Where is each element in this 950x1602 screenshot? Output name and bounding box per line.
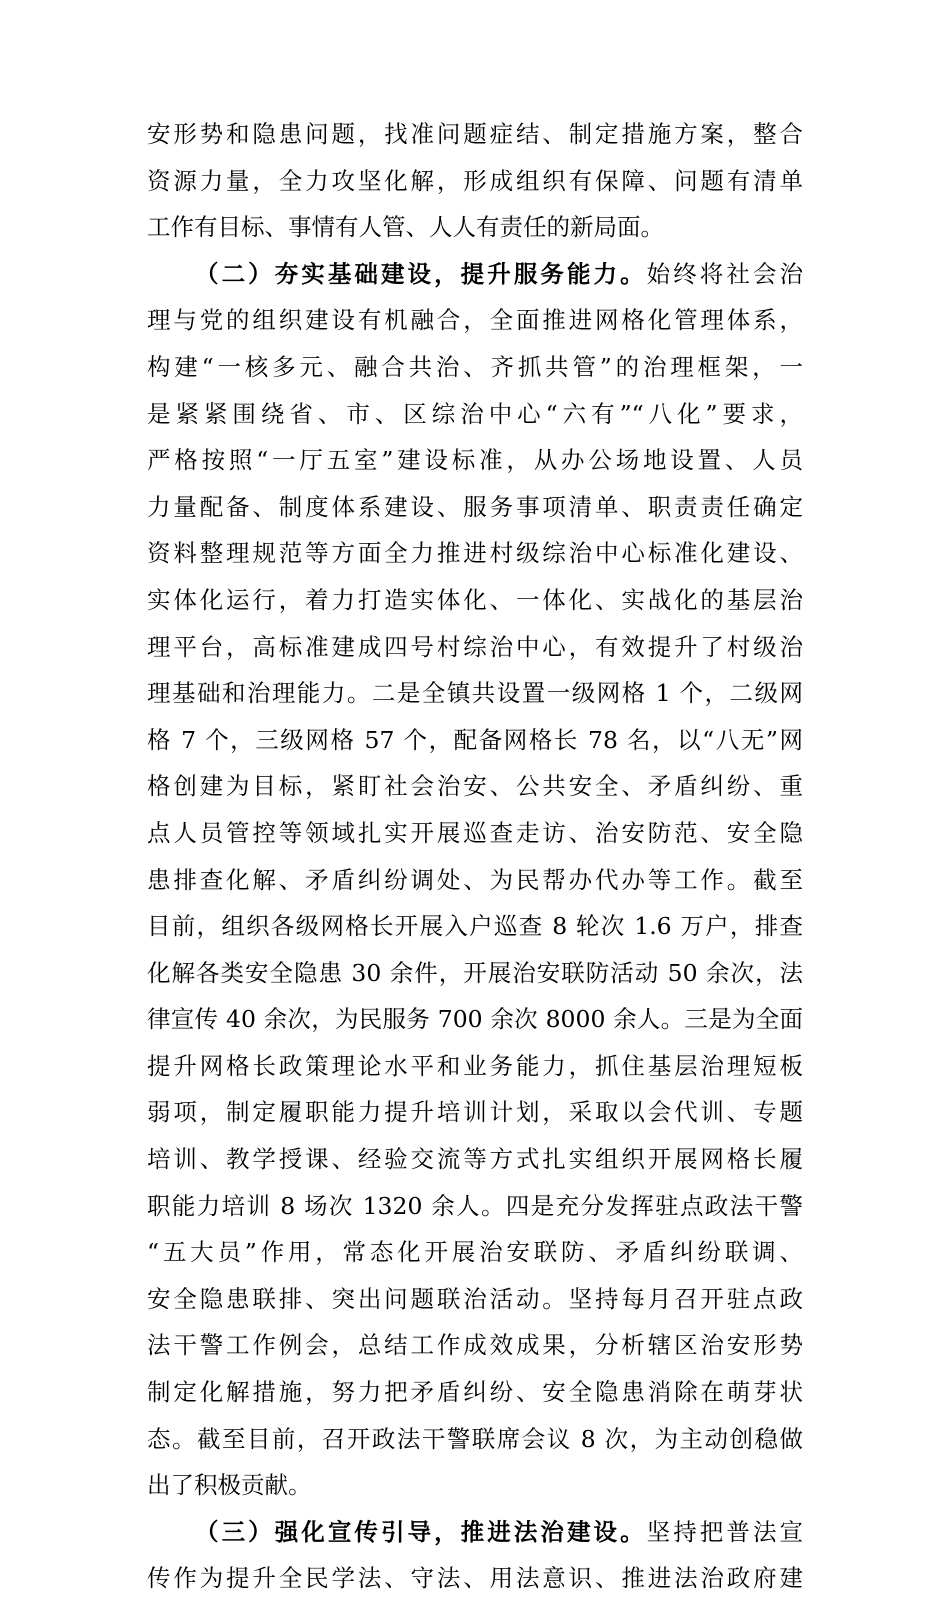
line-text: 力量配备、制度体系建设、服务事项清单、职责责任确定 — [147, 492, 803, 521]
text-line — [147, 763, 803, 810]
line-text: 法干警工作例会，总结工作成效成果，分析辖区治安形势 — [147, 1331, 803, 1360]
line-text: 安形势和隐患问题，找准问题症结、制定措施方案，整合 — [147, 120, 803, 148]
text-line — [147, 717, 803, 764]
text-line — [147, 204, 803, 251]
text-line — [147, 1276, 803, 1323]
line-text: 坚持把普法宣 — [646, 1517, 804, 1546]
line-text: 传作为提升全民学法、守法、用法意识、推进法治政府建 — [147, 1564, 803, 1593]
line-text: 培训、教学授课、经验交流等方式扎实组织开展网格长履 — [147, 1145, 803, 1174]
text-line — [147, 437, 803, 484]
line-text: 目前，组织各级网格长开展入户巡查 8 轮次 1.6 万户，排查 — [147, 912, 803, 941]
text-line — [147, 111, 803, 158]
line-text: 患排查化解、矛盾纠纷调处、为民帮办代办等工作。截至 — [147, 865, 803, 894]
text-line — [147, 857, 803, 904]
line-text: 安全隐患联排、突出问题联治活动。坚持每月召开驻点政 — [147, 1284, 803, 1313]
line-text: 出了积极贡献。 — [147, 1471, 312, 1500]
line-text: “五大员”作用，常态化开展治安联防、矛盾纠纷联调、 — [147, 1238, 803, 1267]
text-line — [147, 1229, 803, 1276]
line-text: 化解各类安全隐患 30 余件，开展治安联防活动 50 余次，法 — [147, 958, 803, 987]
text-line — [147, 391, 803, 438]
line-text: 格创建为目标，紧盯社会治安、公共安全、矛盾纠纷、重 — [147, 772, 803, 801]
text-line — [147, 158, 803, 205]
line-text: 点人员管控等领域扎实开展巡查走访、治安防范、安全隐 — [147, 818, 803, 847]
document-body — [147, 111, 803, 1602]
line-text: 格 7 个，三级网格 57 个，配备网格长 78 名，以“八无”网 — [147, 725, 803, 754]
line-text: 态。截至目前，召开政法干警联席会议 8 次，为主动创稳做 — [147, 1424, 803, 1453]
paragraph-heading-line — [147, 1509, 803, 1556]
line-text: 严格按照“一厅五室”建设标准，从办公场地设置、人员 — [147, 446, 803, 475]
line-text: 弱项，制定履职能力提升培训计划，采取以会代训、专题 — [147, 1098, 803, 1127]
text-line — [147, 1369, 803, 1416]
text-line — [147, 1183, 803, 1230]
text-line — [147, 996, 803, 1043]
paragraph-heading-line — [147, 251, 803, 298]
text-line — [147, 903, 803, 950]
line-text: 资料整理规范等方面全力推进村级综治中心标准化建设、 — [147, 539, 803, 568]
text-line — [147, 1136, 803, 1183]
text-line — [147, 297, 803, 344]
text-line — [147, 1555, 803, 1602]
text-line — [147, 950, 803, 997]
text-line — [147, 670, 803, 717]
line-text: 是紧紧围绕省、市、区综治中心“六有”“八化”要求， — [147, 399, 803, 428]
text-line — [147, 1089, 803, 1136]
text-line — [147, 810, 803, 857]
section-heading: （三）强化宣传引导，推进法治建设。 — [195, 1517, 647, 1546]
section-heading: （二）夯实基础建设，提升服务能力。 — [195, 259, 647, 288]
text-line — [147, 1322, 803, 1369]
text-line — [147, 1462, 803, 1509]
line-text: 职能力培训 8 场次 1320 余人。四是充分发挥驻点政法干警 — [147, 1191, 803, 1220]
text-line — [147, 344, 803, 391]
line-text: 律宣传 40 余次，为民服务 700 余次 8000 余人。三是为全面 — [147, 1005, 803, 1034]
text-line — [147, 530, 803, 577]
line-text: 构建“一核多元、融合共治、齐抓共管”的治理框架，一 — [147, 352, 803, 381]
line-text: 始终将社会治 — [646, 259, 804, 288]
text-line — [147, 577, 803, 624]
text-line — [147, 1416, 803, 1463]
text-line — [147, 484, 803, 531]
text-line — [147, 624, 803, 671]
line-text: 工作有目标、事情有人管、人人有责任的新局面。 — [147, 213, 664, 242]
line-text: 理平台，高标准建成四号村综治中心，有效提升了村级治 — [147, 632, 803, 661]
line-text: 理基础和治理能力。二是全镇共设置一级网格 1 个，二级网 — [147, 679, 803, 708]
line-text: 实体化运行，着力打造实体化、一体化、实战化的基层治 — [147, 585, 803, 614]
line-text: 资源力量，全力攻坚化解，形成组织有保障、问题有清单 — [147, 166, 803, 195]
text-line — [147, 1043, 803, 1090]
line-text: 制定化解措施，努力把矛盾纠纷、安全隐患消除在萌芽状 — [147, 1378, 803, 1407]
line-text: 理与党的组织建设有机融合，全面推进网格化管理体系， — [147, 306, 803, 335]
line-text: 提升网格长政策理论水平和业务能力，抓住基层治理短板 — [147, 1051, 803, 1080]
